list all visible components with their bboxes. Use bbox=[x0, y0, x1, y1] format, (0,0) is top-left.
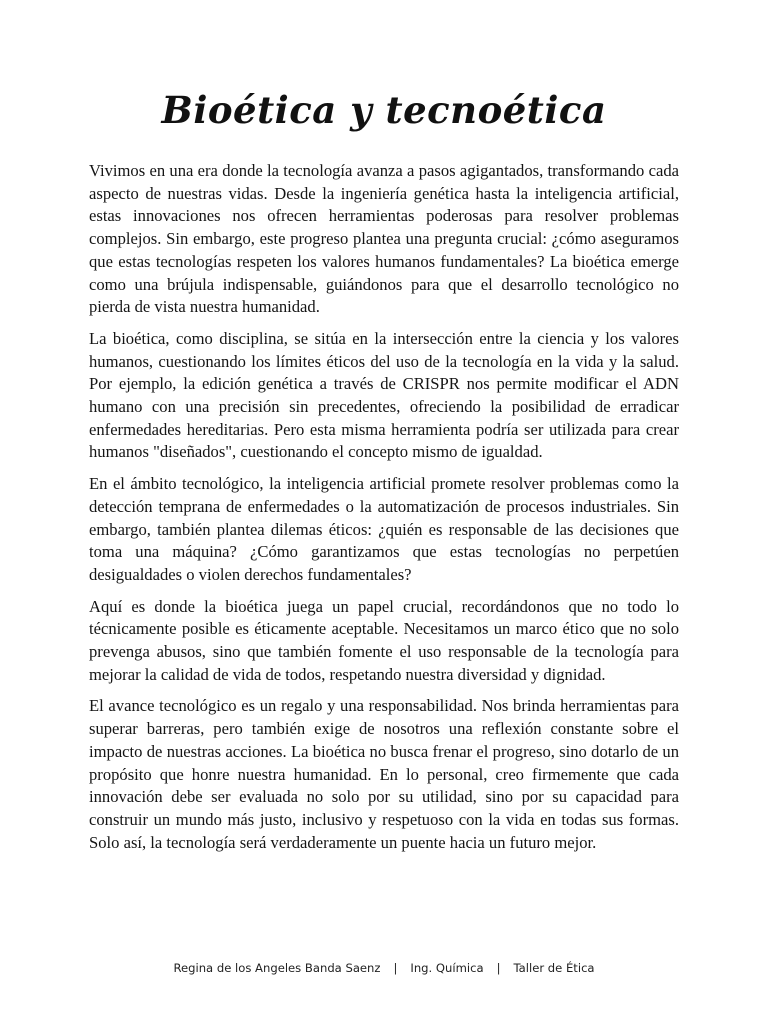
footer-career: Ing. Química bbox=[410, 961, 484, 975]
document-body bbox=[89, 160, 679, 863]
footer-course: Taller de Ética bbox=[513, 961, 595, 975]
footer-separator: | bbox=[393, 961, 398, 975]
footer-author: Regina de los Angeles Banda Saenz bbox=[173, 961, 381, 975]
paragraph-1: Vivimos en una era donde la tecnología avanza a pasos agigantados, transformando cada aspecto de nuestras vidas. Desde la ingeniería genética hasta la inteligencia artificial, estas innovaciones nos ofrecen herramientas poderosas para resolver problemas complejos. Sin embargo, este progreso plantea una pregunta crucial: ¿cómo aseguramos que estas tecnologías respeten los valores humanos fundamentales? La bioética emerge como una brújula indispensable, guiándonos para que el desarrollo tecnológico no pierda de vista nuestra humanidad. bbox=[89, 161, 679, 317]
paragraph-5: El avance tecnológico es un regalo y una responsabilidad. Nos brinda herramientas para superar barreras, pero también exige de nosotros una reflexión constante sobre el impacto de nuestras acciones. La bioética no busca frenar el progreso, sino dotarlo de un propósito que honre nuestra humanidad. En lo personal, creo firmemente que cada innovación debe ser evaluada no solo por su utilidad, sino por su capacidad para construir un mundo más justo, inclusivo y respetuoso con la vida en todas sus formas. Solo así, la tecnología será verdaderamente un puente hacia un futuro mejor. bbox=[89, 696, 679, 852]
page-footer bbox=[0, 961, 768, 975]
document-title: Bioética y tecnoética bbox=[161, 88, 607, 132]
paragraph-2: La bioética, como disciplina, se sitúa en la intersección entre la ciencia y los valores humanos, cuestionando los límites éticos del uso de la tecnología en la vida y la salud. Por ejemplo, la edición genética a través de CRISPR nos permite modificar el ADN humano con una precisión sin precedentes, ofreciendo la posibilidad de erradicar enfermedades hereditarias. Pero esta misma herramienta podría ser utilizada para crear humanos "diseñados", cuestionando el concepto mismo de igualdad. bbox=[89, 328, 679, 462]
footer-separator: | bbox=[496, 961, 501, 975]
paragraph-3: En el ámbito tecnológico, la inteligencia artificial promete resolver problemas como la detección temprana de enfermedades o la automatización de procesos industriales. Sin embargo, también plantea dilemas éticos: ¿quién es responsable de las decisiones que toma una máquina? ¿Cómo garantizamos que estas tecnologías no perpetúen desigualdades o violen derechos fundamentales? bbox=[89, 474, 679, 584]
paragraph-4: Aquí es donde la bioética juega un papel crucial, recordándonos que no todo lo técnicamente posible es éticamente aceptable. Necesitamos un marco ético que no solo prevenga abusos, sino que también fomente el uso responsable de la tecnología para mejorar la calidad de vida de todos, respetando nuestra diversidad y dignidad. bbox=[89, 596, 679, 684]
